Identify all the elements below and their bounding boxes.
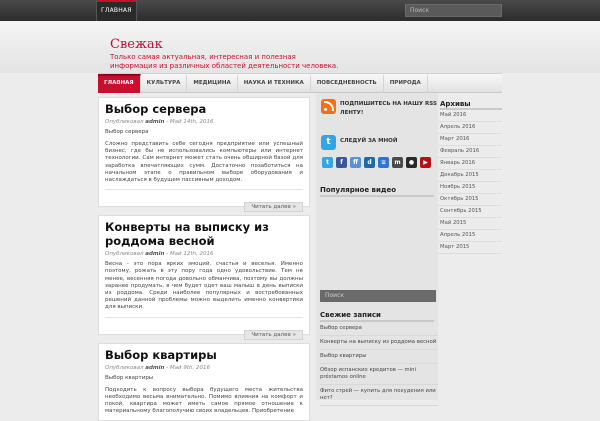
archive-link[interactable]: Октябрь 2015 — [438, 194, 502, 206]
post-meta: Опубликовал admin - Май 12th, 2016 — [105, 251, 214, 258]
top-search-input[interactable]: Поиск — [405, 4, 502, 17]
archive-link[interactable]: Январь 2016 — [438, 158, 502, 170]
recent-post-link[interactable]: Конверты на выписку из роддома весной — [320, 336, 438, 350]
archives-list — [438, 110, 502, 254]
recent-post-link[interactable]: Выбор квартиры — [320, 350, 438, 364]
post-author[interactable]: admin — [145, 364, 165, 371]
digg-icon[interactable]: d — [364, 157, 375, 168]
recent-posts-list — [320, 322, 438, 406]
post-body: Сложно представить себе сегодня предприятие или успешный бизнес, где бы не использовались компьютеры или интернет технологии. Сам интернет может стать очень обширной базой для заработка впечатляющих сумм. Достаточно позаботиться на начальном этапе о правильном выборе оборудования и наслаждаться в будущем пассивным доходом. — [105, 141, 303, 184]
archive-link[interactable]: Февраль 2016 — [438, 146, 502, 158]
post-body: Подходить к вопросу выбора будущего места жительства необходимо весьма внимательно. Помимо влияния на комфорт и покой, квартира может иметь самое прямое отношение к материальному благополучию своих владельцев. Приобретение — [105, 386, 303, 415]
post-author[interactable]: admin — [145, 119, 165, 125]
content-column — [98, 97, 310, 415]
site-title[interactable]: Свежак — [110, 37, 163, 52]
nav-item-science[interactable]: НАУКА И ТЕХНИКА — [238, 74, 311, 93]
post-date: Май 9th, 2016 — [169, 364, 210, 371]
recent-post-link[interactable]: Обзор испанских кредитов — mini préstamos online — [320, 364, 438, 385]
follow-widget — [320, 135, 432, 175]
delicious-icon[interactable]: ≡ — [378, 157, 389, 168]
post-excerpt-head: Выбор квартиры — [105, 374, 154, 381]
post-body: Весна - это пора ярких эмоций, счастья и веселья. Именно поэтому, рожать в эту пору года одно удовольствие. Тем не менее, весенняя погода довольно обманчива, поэтому вы должны заранее продумать, в чем будет одет ваш малыш в день выписки из роддома. Среди наиболее популярных и востребованных решений данной проблемы можно выделить именно конвертики для выписки. — [105, 261, 303, 311]
readmore-row — [105, 317, 303, 338]
archive-link[interactable]: Апрель 2015 — [438, 230, 502, 242]
post-meta-prefix: Опубликовал — [105, 119, 144, 125]
subscribe-widget — [320, 98, 437, 120]
popular-video-title: Популярное видео — [320, 186, 397, 194]
right-background — [502, 21, 600, 400]
nav-item-culture[interactable]: КУЛЬТУРА — [141, 74, 188, 93]
nav-item-everyday[interactable]: ПОВСЕДНЕВНОСТЬ — [311, 74, 384, 93]
social-icons-row — [322, 157, 431, 168]
post-title[interactable]: Выбор квартиры — [105, 347, 217, 362]
nav-item-home[interactable]: ГЛАВНАЯ — [98, 74, 141, 93]
divider — [320, 195, 434, 197]
archives-title: Архивы — [440, 100, 471, 108]
main-nav — [98, 73, 502, 93]
sidebar-search-input[interactable]: Поиск — [320, 290, 436, 302]
recent-post-link[interactable]: Выбор сервера — [320, 322, 438, 336]
post-date: Май 14th, 2016 — [169, 119, 214, 125]
post-title[interactable]: Выбор сервера — [105, 102, 207, 116]
archive-link[interactable]: Ноябрь 2015 — [438, 182, 502, 194]
subscribe-link[interactable]: ПОДПИШИТЕСЬ НА НАШУ RSS ЛЕНТУ! — [340, 101, 437, 116]
twitter-large-icon[interactable]: t — [321, 135, 336, 150]
post-meta: Опубликовал admin - Май 14th, 2016 — [105, 119, 214, 125]
readmore-row — [105, 189, 303, 211]
myspace-icon[interactable]: m — [392, 157, 403, 168]
friendfeed-icon[interactable]: ff — [350, 157, 361, 168]
archive-link[interactable]: Апрель 2016 — [438, 122, 502, 134]
twitter-icon[interactable]: t — [322, 157, 333, 168]
recent-posts-title: Свежие записи — [320, 311, 381, 319]
post-excerpt-head: Выбор сервера — [105, 129, 149, 135]
follow-label[interactable]: СЛЕДУЙ ЗА МНОЙ — [340, 138, 398, 144]
post-author[interactable]: admin — [145, 251, 165, 258]
archive-link[interactable]: Март 2016 — [438, 134, 502, 146]
top-nav — [96, 0, 137, 21]
facebook-icon[interactable]: f — [336, 157, 347, 168]
read-more-button[interactable]: Читать далее » — [244, 330, 303, 340]
post-meta-prefix: Опубликовал — [105, 364, 144, 371]
nav-item-medicine[interactable]: МЕДИЦИНА — [187, 74, 237, 93]
post — [98, 97, 310, 211]
nav-item-nature[interactable]: ПРИРОДА — [384, 74, 428, 93]
post-title[interactable]: Конверты на выписку из роддома весной — [105, 220, 269, 249]
rss-icon[interactable] — [321, 99, 336, 114]
post-meta-prefix: Опубликовал — [105, 251, 144, 258]
post — [98, 215, 310, 338]
archives-sidebar — [438, 93, 502, 400]
post-meta: Опубликовал admin - Май 9th, 2016 — [105, 364, 210, 371]
archive-link[interactable]: Май 2016 — [438, 110, 502, 122]
sidebar — [316, 93, 438, 400]
top-bar — [0, 0, 600, 21]
top-nav-home[interactable]: ГЛАВНАЯ — [97, 0, 136, 21]
post — [98, 343, 310, 421]
archive-link[interactable]: Сентябрь 2015 — [438, 206, 502, 218]
recent-post-link[interactable]: Фито стрей — купить для похудения или нет? — [320, 385, 438, 406]
youtube-icon[interactable]: ▶ — [420, 157, 431, 168]
archive-link[interactable]: Май 2015 — [438, 218, 502, 230]
archive-link[interactable]: Март 2015 — [438, 242, 502, 254]
read-more-button[interactable]: Читать далее » — [244, 202, 303, 212]
archive-link[interactable]: Декабрь 2015 — [438, 170, 502, 182]
site-header — [0, 21, 600, 73]
post-date: Май 12th, 2016 — [169, 251, 214, 258]
site-description: Только самая актуальная, интересная и полезная информация из различных областей деятельности человека. — [110, 53, 339, 70]
flickr-icon[interactable]: ● — [406, 157, 417, 168]
